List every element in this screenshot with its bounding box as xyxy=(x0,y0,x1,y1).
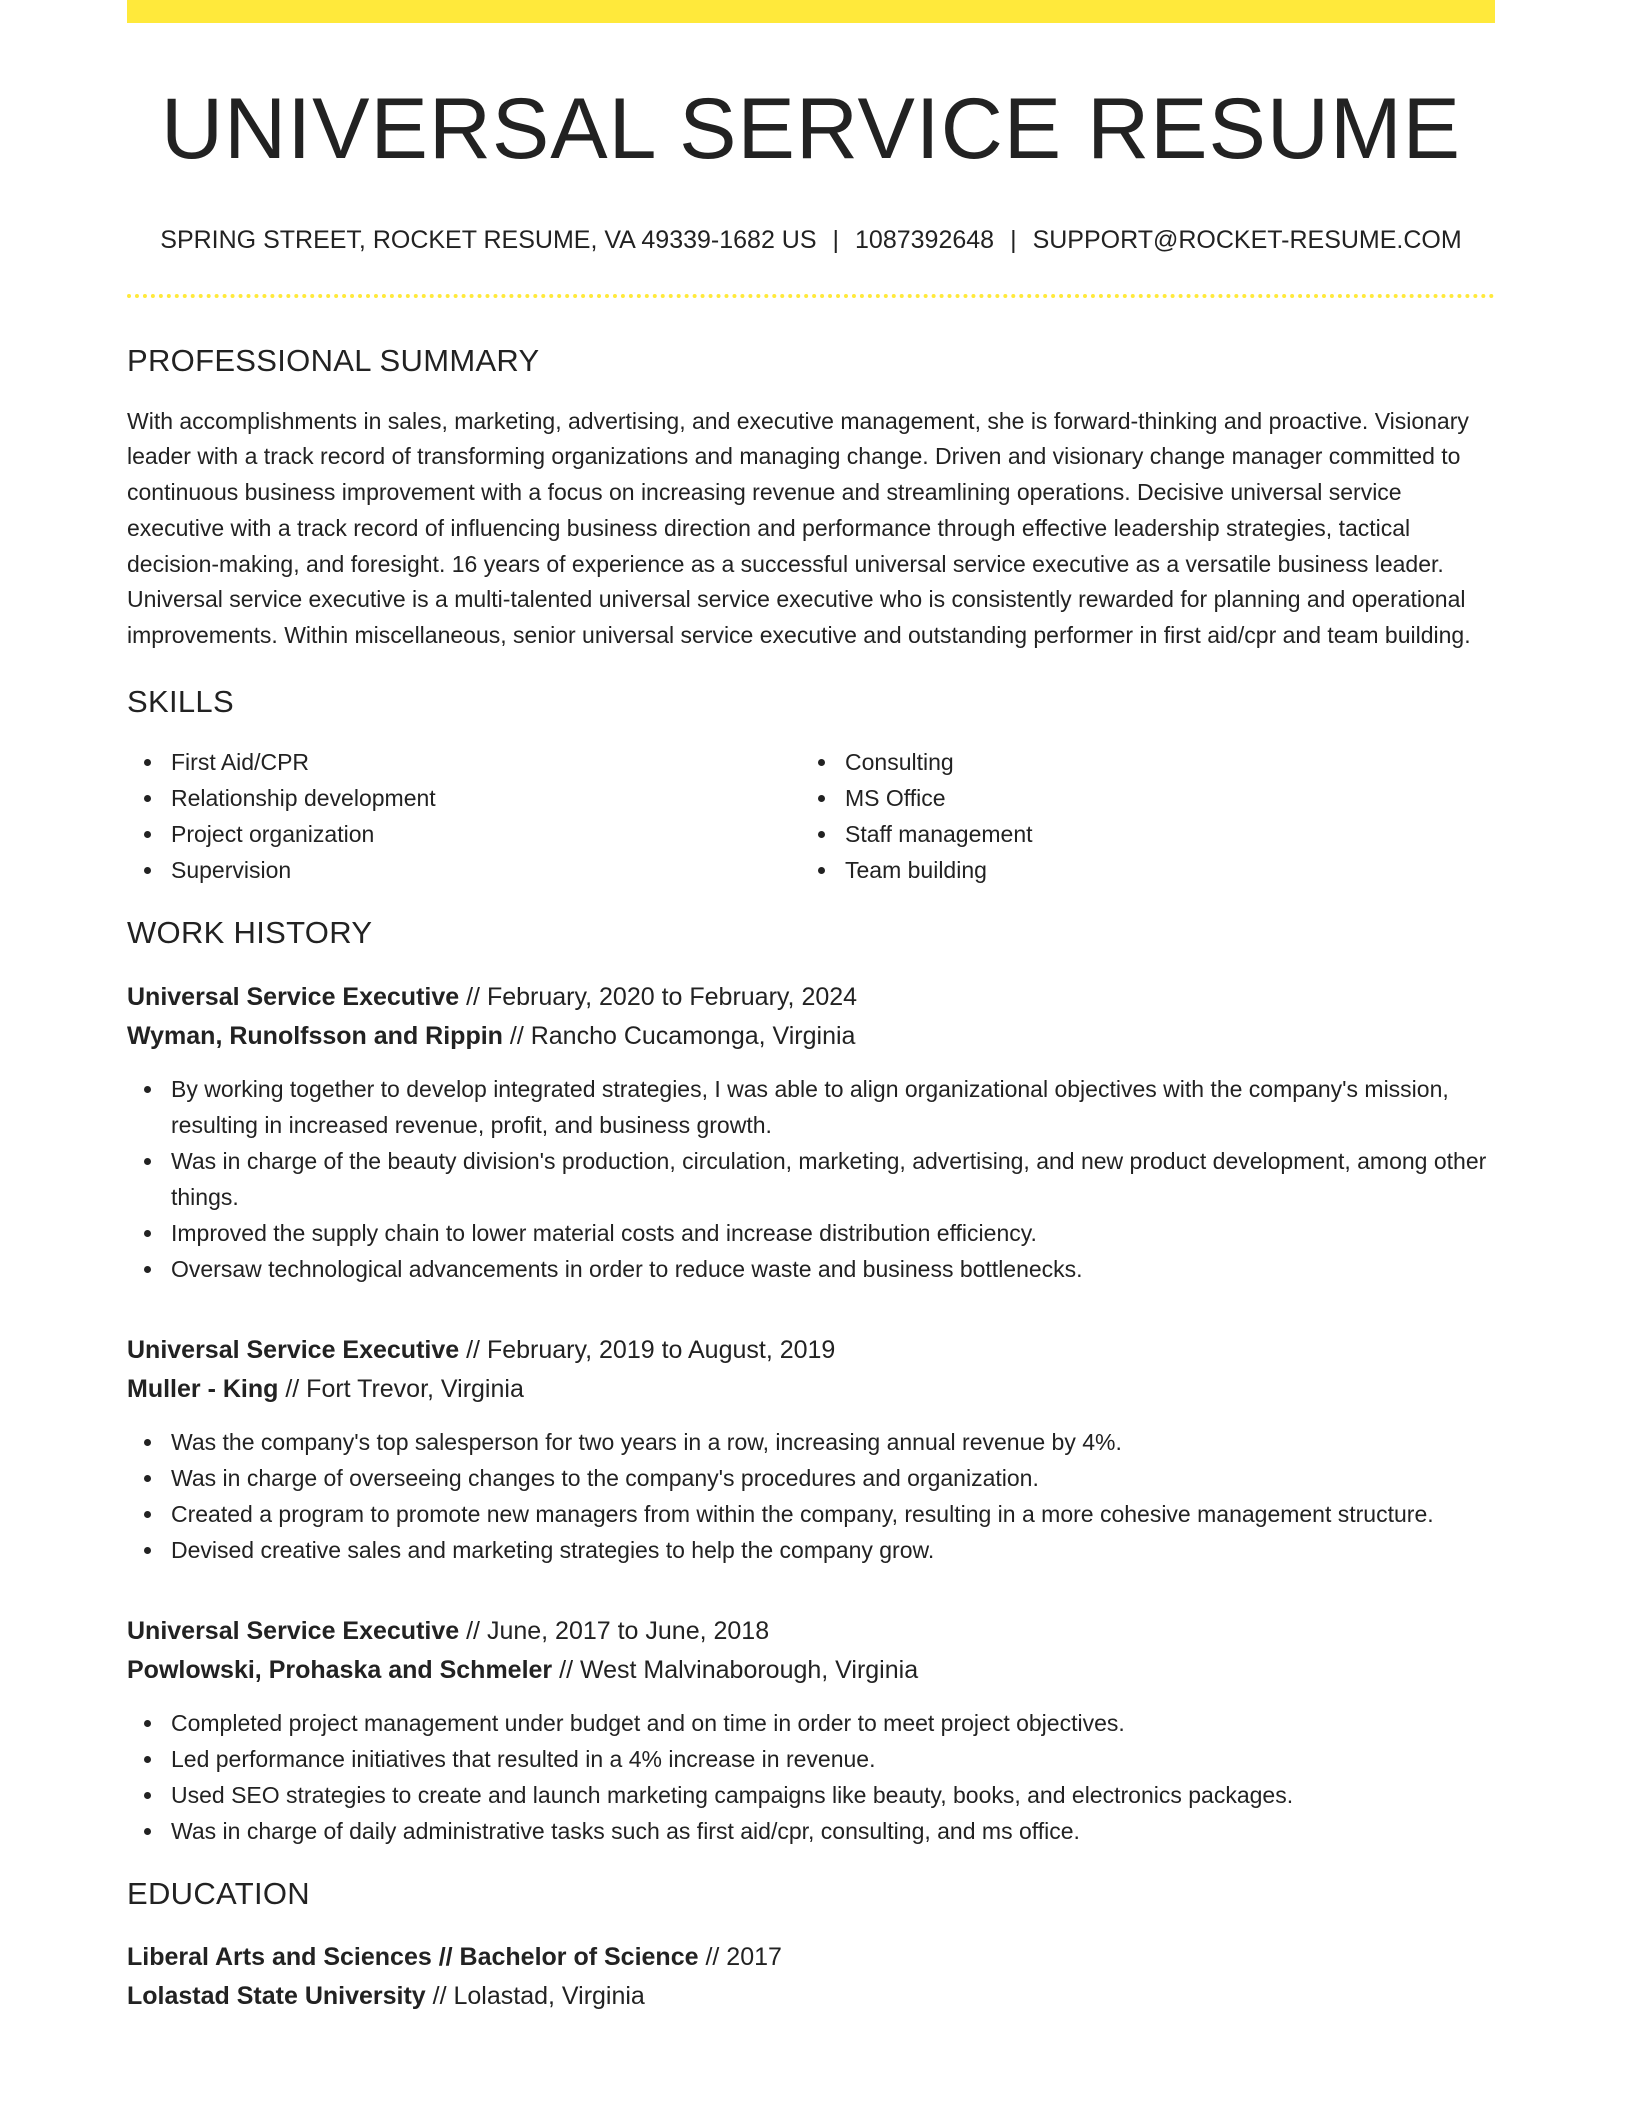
contact-address: SPRING STREET, ROCKET RESUME, VA 49339-1682 US xyxy=(160,225,817,254)
skill-item: MS Office xyxy=(801,780,1475,816)
job-title: Universal Service Executive xyxy=(127,983,460,1012)
education-school: Lolastad State University xyxy=(127,1982,426,2011)
job-location: // Rancho Cucamonga, Virginia xyxy=(502,1022,856,1051)
job-title-line xyxy=(127,1612,1495,1651)
skill-item: Relationship development xyxy=(127,780,801,816)
job-bullet: Was in charge of the beauty division's production, circulation, marketing, advertising, and new product development, among other things. xyxy=(127,1143,1495,1215)
education-degree-line xyxy=(127,1938,1495,1977)
skill-item: Team building xyxy=(801,852,1475,888)
job-company: Muller - King xyxy=(127,1375,279,1404)
job-entry xyxy=(127,1331,1495,1568)
section-heading-summary: PROFESSIONAL SUMMARY xyxy=(127,342,540,378)
education-school-line xyxy=(127,1977,1495,2016)
job-title: Universal Service Executive xyxy=(127,1336,460,1365)
job-bullet: Was in charge of overseeing changes to the company's procedures and organization. xyxy=(127,1460,1495,1496)
job-company-line xyxy=(127,1017,1495,1056)
skills-list xyxy=(127,744,1495,888)
resume-content xyxy=(127,0,1495,2016)
job-bullet: Used SEO strategies to create and launch marketing campaigns like beauty, books, and electronics packages. xyxy=(127,1777,1495,1813)
skills-column-left xyxy=(127,744,801,888)
job-location: // Fort Trevor, Virginia xyxy=(278,1375,524,1404)
skill-item: Project organization xyxy=(127,816,801,852)
skill-item: Consulting xyxy=(801,744,1475,780)
skill-item: Supervision xyxy=(127,852,801,888)
job-dates: // February, 2020 to February, 2024 xyxy=(459,983,858,1012)
job-title-line xyxy=(127,978,1495,1017)
job-title-line xyxy=(127,1331,1495,1370)
skill-item: Staff management xyxy=(801,816,1475,852)
job-company: Powlowski, Prohaska and Schmeler xyxy=(127,1656,553,1685)
section-heading-education: EDUCATION xyxy=(127,1876,310,1912)
job-location: // West Malvinaborough, Virginia xyxy=(552,1656,919,1685)
job-bullets xyxy=(127,1071,1495,1287)
job-company-line xyxy=(127,1651,1495,1690)
job-bullets xyxy=(127,1424,1495,1568)
contact-email: SUPPORT@ROCKET-RESUME.COM xyxy=(1032,225,1462,254)
job-company-line xyxy=(127,1370,1495,1409)
job-dates: // June, 2017 to June, 2018 xyxy=(459,1617,770,1646)
education-degree: Liberal Arts and Sciences // Bachelor of Science xyxy=(127,1943,699,1972)
job-company: Wyman, Runolfsson and Rippin xyxy=(127,1022,503,1051)
job-bullet: Created a program to promote new managers from within the company, resulting in a more cohesive management structure. xyxy=(127,1496,1495,1532)
job-bullet: Led performance initiatives that resulted in a 4% increase in revenue. xyxy=(127,1741,1495,1777)
job-entry xyxy=(127,978,1495,1287)
dotted-divider xyxy=(127,294,1495,298)
job-dates: // February, 2019 to August, 2019 xyxy=(459,1336,836,1365)
job-bullet: Completed project management under budget and on time in order to meet project objectives. xyxy=(127,1705,1495,1741)
skill-item: First Aid/CPR xyxy=(127,744,801,780)
job-bullet: Devised creative sales and marketing strategies to help the company grow. xyxy=(127,1532,1495,1568)
resume-name: UNIVERSAL SERVICE RESUME xyxy=(160,81,1462,177)
education-entry xyxy=(127,1938,1495,2016)
job-bullet: Was the company's top salesperson for two years in a row, increasing annual revenue by 4%. xyxy=(127,1424,1495,1460)
summary-text: With accomplishments in sales, marketing, advertising, and executive management, she is forward-thinking and proactive. Visionary leader with a track record of transforming organizations and managing change. Driven and visionary change manager committed to continuous business improvement with a focus on increasing revenue and streamlining operations. Decisive universal service executive with a track record of influencing business direction and performance through effective leadership strategies, tactical decision-making, and foresight. 16 years of experience as a successful universal service executive as a versatile business leader. Universal service executive is a multi-talented universal service executive who is consistently rewarded for planning and operational improvements. Within miscellaneous, senior universal service executive and outstanding performer in first aid/cpr and team building. xyxy=(127,407,1471,648)
education-location: // Lolastad, Virginia xyxy=(425,1982,645,2011)
contact-line xyxy=(127,226,1495,255)
section-heading-work-history: WORK HISTORY xyxy=(127,914,373,950)
job-bullet: Oversaw technological advancements in order to reduce waste and business bottlenecks. xyxy=(127,1251,1495,1287)
section-heading-skills: SKILLS xyxy=(127,683,234,719)
job-entry xyxy=(127,1612,1495,1849)
contact-separator: | xyxy=(1010,225,1017,254)
job-title: Universal Service Executive xyxy=(127,1617,460,1646)
job-bullet: By working together to develop integrated strategies, I was able to align organizational objectives with the company's mission, resulting in increased revenue, profit, and business growth. xyxy=(127,1071,1495,1143)
contact-phone: 1087392648 xyxy=(855,225,995,254)
job-bullet: Improved the supply chain to lower material costs and increase distribution efficiency. xyxy=(127,1215,1495,1251)
education-year: // 2017 xyxy=(698,1943,782,1972)
skills-column-right xyxy=(801,744,1475,888)
top-accent-bar xyxy=(127,0,1495,23)
contact-separator: | xyxy=(832,225,840,254)
job-bullets xyxy=(127,1705,1495,1849)
job-bullet: Was in charge of daily administrative tasks such as first aid/cpr, consulting, and ms office. xyxy=(127,1813,1495,1849)
